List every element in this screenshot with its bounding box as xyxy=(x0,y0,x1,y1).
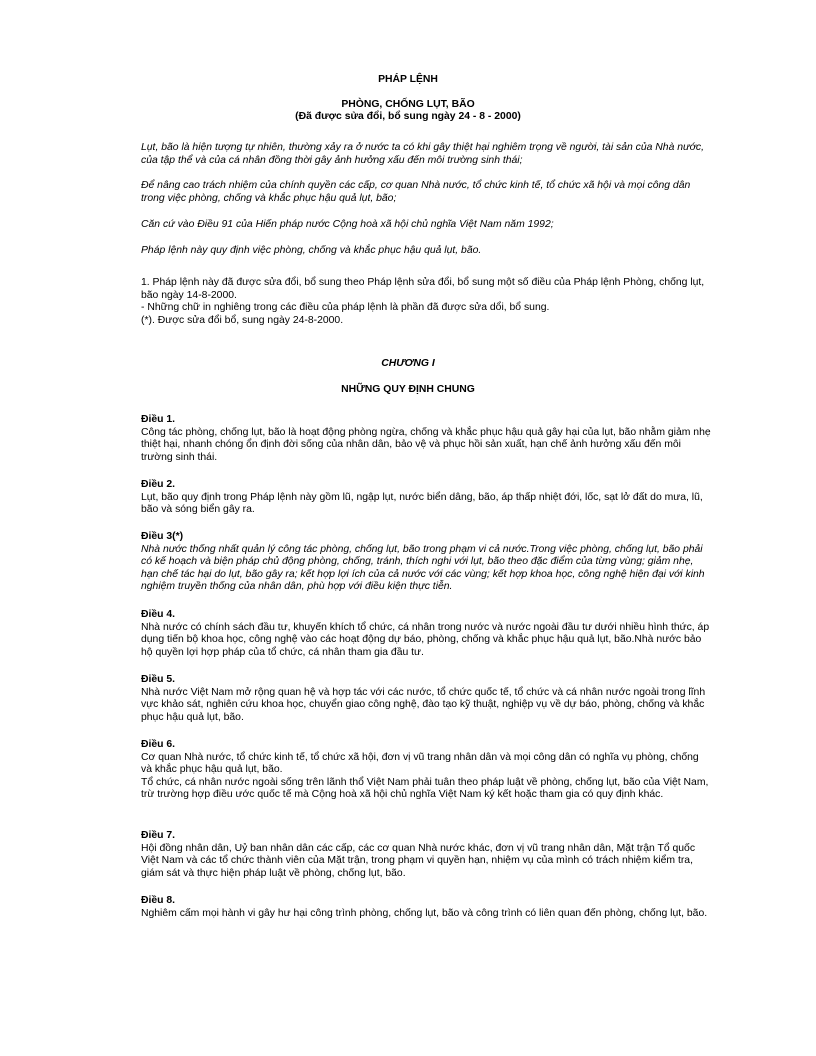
article xyxy=(141,531,711,594)
article xyxy=(141,609,711,659)
article-heading: Điều 4. xyxy=(141,609,176,620)
article-text: Tổ chức, cá nhân nước ngoài sống trên lãnh thổ Việt Nam phải tuân theo pháp luật về phòng, chống lụt, bão của Việt Nam, trừ trường hợp điều ước quốc tế mà Cộng hoà xã hội chủ nghĩa Việt Nam ký kết hoặc tham gia có quy định khác. xyxy=(141,776,709,801)
amendment-date: (Đã được sửa đổi, bổ sung ngày 24 - 8 - 2000) xyxy=(295,111,521,122)
preamble-paragraph: Lụt, bão là hiện tượng tự nhiên, thường xảy ra ở nước ta có khi gây thiệt hại nghiêm trọng về người, tài sản của Nhà nước, của tập thể và của cá nhân đồng thời gây ảnh hưởng xấu đến môi trường sinh thái; xyxy=(141,142,704,166)
preamble-paragraph: Pháp lệnh này quy định việc phòng, chống và khắc phục hậu quả lụt, bão. xyxy=(141,245,482,256)
preamble-paragraph: Để nâng cao trách nhiệm của chính quyền các cấp, cơ quan Nhà nước, tổ chức kinh tế, tổ chức xã hội và mọi công dân trong việc phòng, chống và khắc phục hậu quả lụt, bão; xyxy=(141,180,691,204)
article-heading: Điều 1. xyxy=(141,414,176,425)
document-subtitle: PHÒNG, CHỐNG LỤT, BÃO xyxy=(341,99,475,110)
article-heading: Điều 8. xyxy=(141,895,176,906)
article xyxy=(141,739,711,802)
article-text: Lụt, bão quy định trong Pháp lệnh này gồm lũ, ngập lụt, nước biển dâng, bão, áp thấp nhiệt đới, lốc, sạt lở đất do mưa, lũ, bão và sóng biển gây ra. xyxy=(141,491,703,516)
article-heading: Điều 5. xyxy=(141,674,176,685)
article-text: Nhà nước Việt Nam mở rộng quan hệ và hợp tác với các nước, tổ chức quốc tế, tổ chức và cá nhân nước ngoài trong lĩnh vực khảo sát, nghiên cứu khoa học, chuyển giao công nghệ, đào tạo kỹ thuật, nghiệp vụ về dự báo, phòng, chống và khắc phục hậu quả lụt, bão. xyxy=(141,686,706,723)
article-text: Cơ quan Nhà nước, tổ chức kinh tế, tổ chức xã hội, đơn vị vũ trang nhân dân và mọi công dân có nghĩa vụ phòng, chống và khắc phục hậu quả lụt, bão. xyxy=(141,751,699,776)
article-heading: Điều 3(*) xyxy=(141,531,184,542)
note-item: (*). Được sửa đổi bổ, sung ngày 24-8-2000. xyxy=(141,314,344,326)
note-item: 1. Pháp lệnh này đã được sửa đổi, bổ sung theo Pháp lệnh sửa đổi, bổ sung một số điều của Pháp lệnh Phòng, chống lụt, bão ngày 14-8-2000. xyxy=(141,277,705,301)
article xyxy=(141,895,711,920)
article-heading: Điều 7. xyxy=(141,830,176,841)
note-item: - Những chữ in nghiêng trong các điều của pháp lệnh là phần đã được sửa dổi, bổ sung. xyxy=(141,302,550,314)
chapter-title: NHỮNG QUY ĐỊNH CHUNG xyxy=(341,384,475,395)
article-text: Hội đồng nhân dân, Uỷ ban nhân dân các cấp, các cơ quan Nhà nước khác, đơn vị vũ trang nhân dân, Mặt trận Tổ quốc Việt Nam và các tổ chức thành viên của Mặt trận, trong phạm vi quyền hạn, nhiệm vụ của mình có trách nhiệm kiểm tra, giám sát và thực hiện pháp luật về phòng, chống lụt, bão. xyxy=(141,842,696,879)
article-heading: Điều 6. xyxy=(141,739,176,750)
article xyxy=(141,479,711,517)
amendment-notes xyxy=(141,277,711,327)
chapter-label: CHƯƠNG I xyxy=(381,358,435,369)
article xyxy=(141,414,711,464)
article-text: Nhà nước thống nhất quản lý công tác phòng, chống lụt, bão trong phạm vi cả nước.Trong việc phòng, chống lụt, bão phải có kế hoạch và biện pháp chủ động phòng, chống, tránh, thích nghi với lụt, bão theo đặc điểm của từng vùng; giảm nhẹ, hạn chế tác hại do lụt, bão gây ra; kết hợp lợi ích của cả nước với các vùng; kết hợp khoa học, công nghệ hiện đại với kinh nghiệm truyền thống của nhân dân, phù hợp với điều kiện thực tiễn. xyxy=(141,543,705,593)
article-text: Công tác phòng, chống lụt, bão là hoạt động phòng ngừa, chống và khắc phục hậu quả gây hại của lụt, bão nhằm giảm nhẹ thiệt hại, nhanh chóng ổn định đời sống của nhân dân, bảo vệ và phục hồi sản xuất, hạn chế ảnh hưởng xấu đến môi trường sinh thái. xyxy=(141,426,711,463)
preamble-paragraph: Căn cứ vào Điều 91 của Hiến pháp nước Cộng hoà xã hội chủ nghĩa Việt Nam năm 1992; xyxy=(141,219,554,230)
article-text: Nhà nước có chính sách đầu tư, khuyến khích tổ chức, cá nhân trong nước và nước ngoài đầu tư dưới nhiều hình thức, áp dụng tiến bộ khoa học, công nghệ vào các hoạt động dự báo, phòng, chống và khắc phục hậu quả lụt, bão.Nhà nước bảo hộ quyền lợi hợp pháp của tổ chức, cá nhân tham gia đầu tư. xyxy=(141,621,710,658)
article xyxy=(141,830,711,880)
article xyxy=(141,674,711,724)
article-text: Nghiêm cấm mọi hành vi gây hư hại công trình phòng, chống lụt, bão và công trình có liên quan đến phòng, chống lụt, bão. xyxy=(141,907,708,919)
document-title: PHÁP LỆNH xyxy=(378,74,438,85)
article-heading: Điều 2. xyxy=(141,479,176,490)
